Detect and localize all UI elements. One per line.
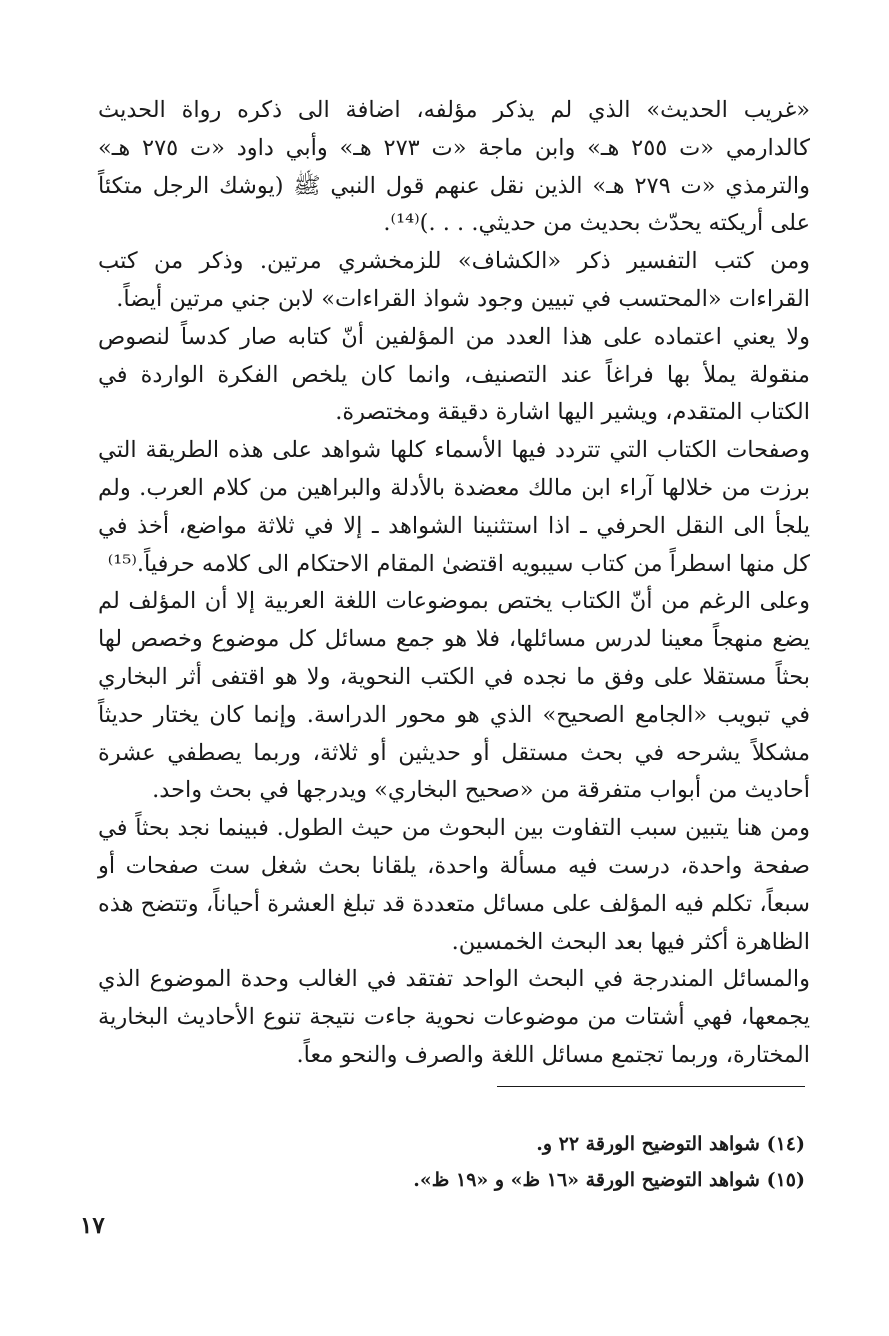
footnotes [330, 1126, 805, 1198]
paragraph-7: والمسائل المندرجة في البحث الواحد تفتقد في الغالب وحدة الموضوع الذي يجمعها، فهي أشتات من موضوعات نحوية جاءت نتيجة تنوع الأحاديث البخارية المختارة، وربما تجتمع مسائل اللغة والصرف والنحو معاً. [98, 966, 810, 1068]
paragraph-5: وعلى الرغم من أنّ الكتاب يختص بموضوعات اللغة العربية إلا أن المؤلف لم يضع منهجاً معينا لدرس مسائلها، فلا هو جمع مسائل كل موضوع وخصص لها بحثاً مستقلا على وفق ما نجده في الكتب النحوية، ولا هو اقتفى أثر البخاري في تبويب «الجامع الصحيح» الذي هو محور الدراسة. وإنما كان يختار حديثاً مشكلاً يشرحه في بحث مستقل أو حديثين أو ثلاثة، وربما يصطفي عشرة أحاديث من أبواب متفرقة من «صحيح البخاري» ويدرجها في بحث واحد. [98, 588, 810, 804]
page-number: ١٧ [80, 1212, 105, 1239]
paragraph-4: وصفحات الكتاب التي تتردد فيها الأسماء كلها شواهد على هذه الطريقة التي برزت من خلالها آراء ابن مالك معضدة بالأدلة والبراهين من كلام العرب. ولم يلجأ الى النقل الحرفي ـ اذا استثنينا الشواهد ـ إلا في ثلاثة مواضع، أخذ في كل منها اسطراً من كتاب سيبويه اقتضىٰ المقام الاحتكام الى كلامه حرفياً.⁽¹⁵⁾ [98, 437, 810, 577]
paragraph-6: ومن هنا يتبين سبب التفاوت بين البحوث من حيث الطول. فبينما نجد بحثاً في صفحة واحدة، درست فيه مسألة واحدة، يلقانا بحث شغل ست صفحات أو سبعاً، تكلم فيه المؤلف على مسائل متعددة قد تبلغ العشرة أحياناً، وتتضح هذه الظاهرة أكثر فيها بعد البحث الخمسين. [98, 815, 810, 955]
footnote-separator [497, 1086, 805, 1087]
paragraph-2: ومن كتب التفسير ذكر «الكشاف» للزمخشري مرتين. وذكر من كتب القراءات «المحتسب في تبيين وجود شواذ القراءات» لابن جني مرتين أيضاً. [98, 248, 810, 312]
paragraph-1: «غريب الحديث» الذي لم يذكر مؤلفه، اضافة الى ذكره رواة الحديث كالدارمي «ت ٢٥٥ هـ» وابن ماجة «ت ٢٧٣ هـ» وأبي داود «ت ٢٧٥ هـ» والترمذي «ت ٢٧٩ هـ» الذين نقل عنهم قول النبي ﷺ (يوشك الرجل متكئاً على أريكته يحدّث بحديث من حديثي. . . .)⁽¹⁴⁾. [98, 97, 810, 237]
main-text [98, 92, 810, 1075]
footnote-15: (١٥) شواهد التوضيح الورقة «١٦ ظ» و «١٩ ظ». [413, 1169, 805, 1191]
footnote-14: (١٤) شواهد التوضيح الورقة ٢٢ و. [536, 1133, 805, 1155]
paragraph-3: ولا يعني اعتماده على هذا العدد من المؤلفين أنّ كتابه صار كدساً لنصوص منقولة يملأ بها فراغاً عند التصنيف، وانما كان يلخص الفكرة الواردة في الكتاب المتقدم، ويشير اليها اشارة دقيقة ومختصرة. [98, 323, 810, 426]
